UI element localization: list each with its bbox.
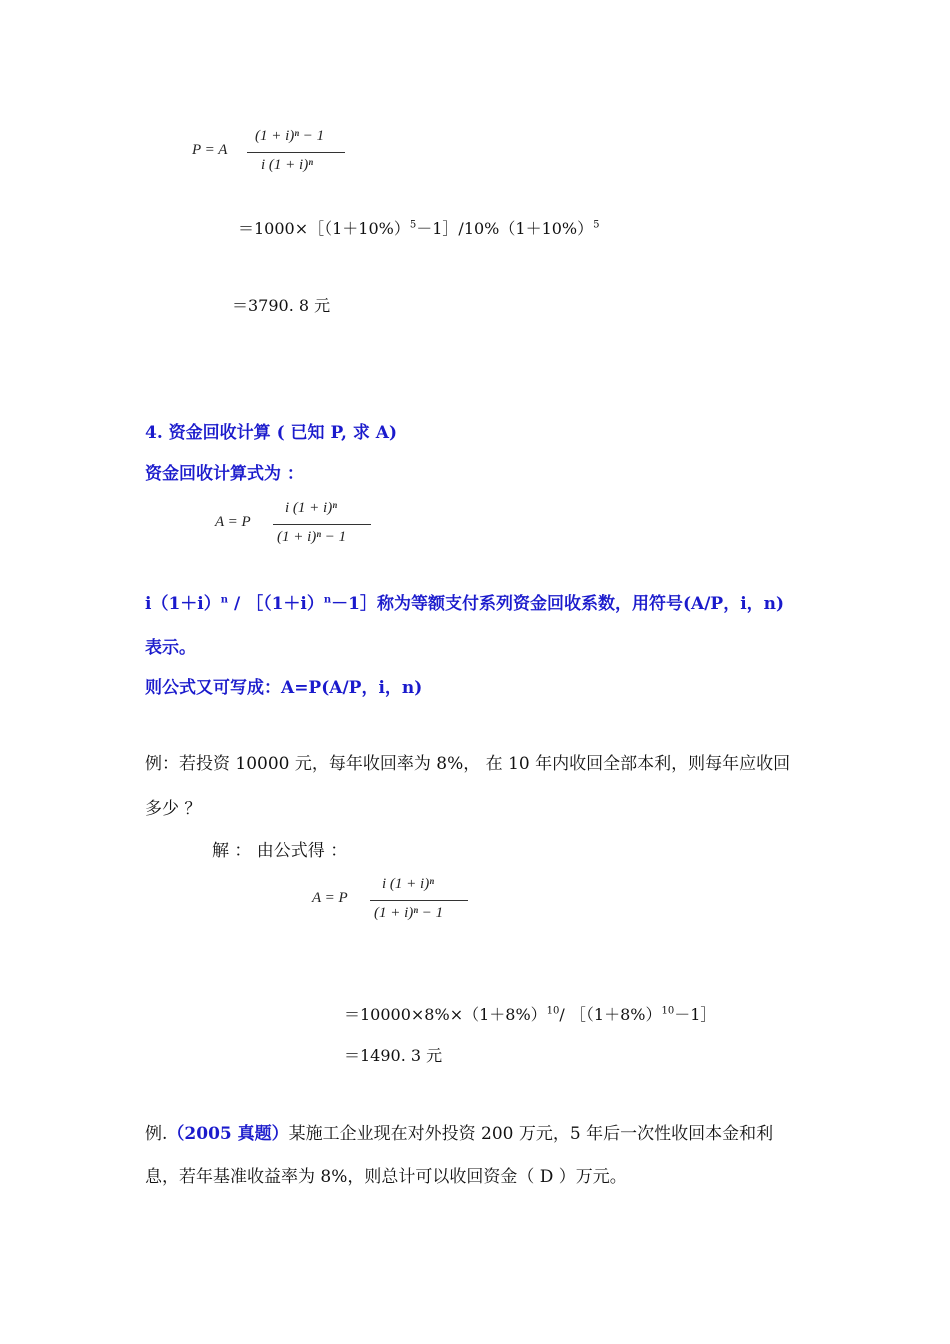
formula-2-lhs: A = P — [215, 514, 251, 530]
example-1-solution: 解 ： 由公式得 ： — [212, 841, 348, 861]
formula-1-bar — [247, 152, 345, 153]
calc-1-exp-a: 5 — [409, 219, 417, 231]
desc-text-a: i（1＋i） — [145, 594, 221, 614]
formula-3-denominator: (1 + i)ⁿ − 1 — [374, 905, 444, 921]
formula-3-fraction — [370, 874, 470, 929]
description-line-1 — [145, 589, 784, 614]
example-2-line-2: 息，若年基准收益率为 8%，则总计可以收回资金（ D ）万元。 — [145, 1167, 627, 1187]
calc-1-text-b: －1］/10%（1＋10%） — [416, 219, 594, 238]
formula-1 — [192, 126, 362, 181]
section-4-subheading: 资金回收计算式为 ： — [145, 464, 304, 484]
example-1-line-1: 例：若投资 10000 元，每年收回率为 8%， 在 10 年内收回全部本利，则每年应收回 — [145, 754, 791, 774]
formula-3 — [312, 874, 482, 929]
formula-2-denominator: (1 + i)ⁿ − 1 — [277, 529, 347, 545]
formula-2 — [215, 498, 385, 553]
calc-2-text-a: ＝10000×8%×（1＋8%） — [344, 1005, 547, 1024]
formula-1-lhs: P = A — [192, 142, 228, 158]
calc-2-text-c: －1］ — [674, 1005, 717, 1024]
formula-2-bar — [273, 524, 371, 525]
formula-3-numerator: i (1 + i)ⁿ — [382, 876, 434, 892]
description-line-2: 表示。 — [145, 638, 196, 658]
calc-1-text-a: ＝1000×［（1＋10%） — [238, 219, 410, 238]
section-4-heading: 4. 资金回收计算 ( 已知 P, 求 A) — [145, 423, 398, 443]
calc-2-exp-a: 10 — [546, 1005, 560, 1017]
calc-2-exp-b: 10 — [661, 1005, 675, 1017]
formula-2-fraction — [273, 498, 373, 553]
example-1-line-2: 多少 ？ — [145, 799, 202, 819]
calc-1-result: ＝3790. 8 元 — [232, 296, 331, 315]
calc-1-line-1 — [238, 216, 600, 239]
calc-2-result: ＝1490. 3 元 — [344, 1046, 443, 1065]
desc-text-c: －1］称为等额支付系列资金回收系数，用符号(A/P，i，n) — [331, 594, 785, 614]
desc-exp-a: n — [220, 594, 229, 606]
formula-3-lhs: A = P — [312, 890, 348, 906]
example-2-prefix: 例. — [145, 1124, 168, 1144]
example-2-text: 某施工企业现在对外投资 200 万元，5 年后一次性收回本金和利 — [288, 1124, 774, 1144]
desc-exp-b: n — [323, 594, 332, 606]
desc-text-b: / ［（1＋i） — [228, 594, 324, 614]
calc-2-text-b: / ［（1＋8%） — [559, 1005, 662, 1024]
formula-1-fraction — [247, 126, 347, 181]
formula-1-denominator: i (1 + i)ⁿ — [261, 157, 313, 173]
formula-2-numerator: i (1 + i)ⁿ — [285, 500, 337, 516]
calc-1-exp-b: 5 — [593, 219, 600, 231]
example-2-tag: （2005 真题） — [167, 1124, 289, 1144]
calc-2-line-1 — [344, 1002, 716, 1025]
example-2-line-1 — [145, 1119, 773, 1144]
description-line-3: 则公式又可写成：A=P(A/P，i，n) — [145, 678, 423, 698]
formula-3-bar — [370, 900, 468, 901]
formula-1-numerator: (1 + i)ⁿ − 1 — [255, 128, 325, 144]
